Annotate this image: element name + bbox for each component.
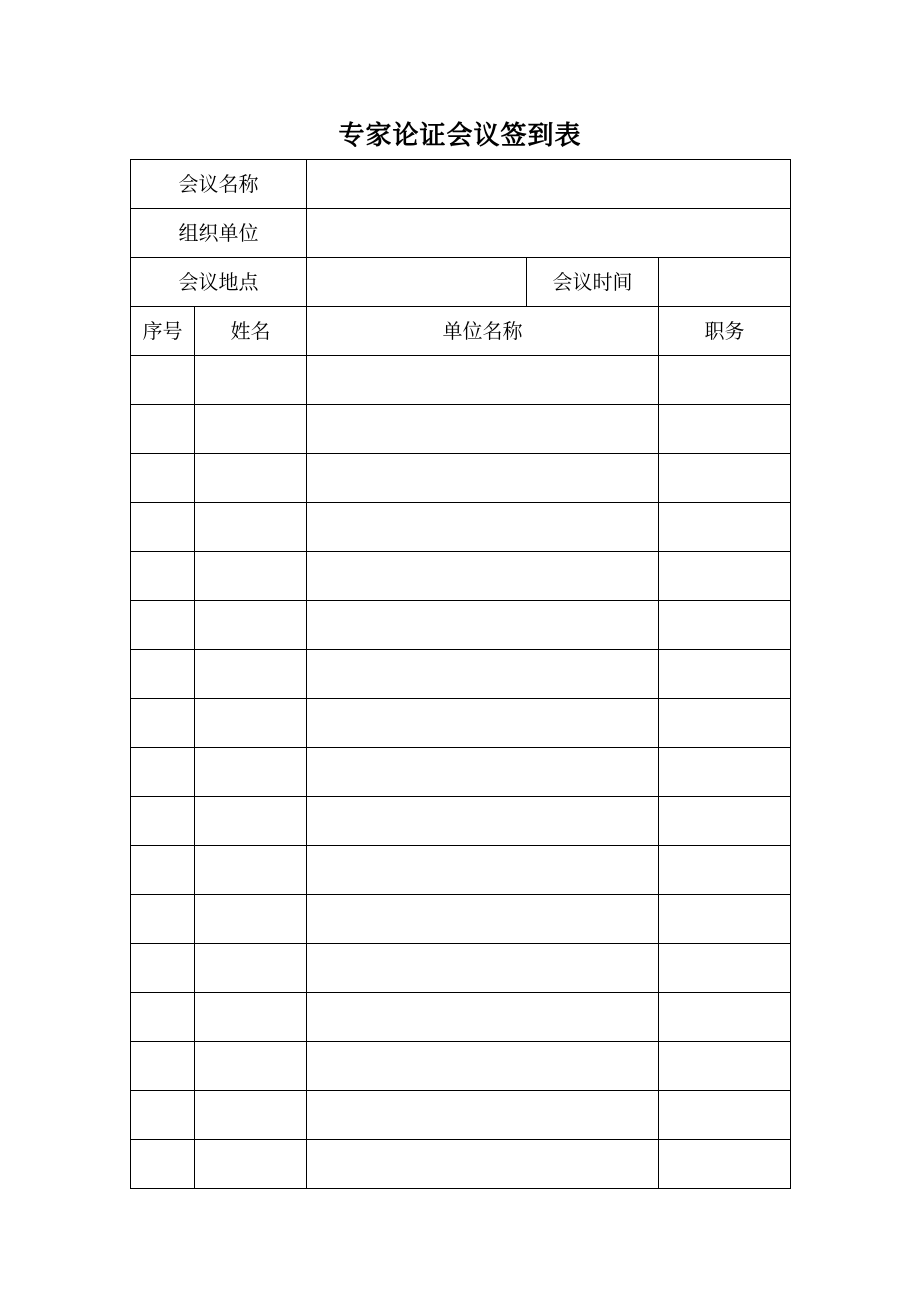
- name-cell[interactable]: [195, 503, 307, 552]
- meeting-name-label: 会议名称: [131, 160, 307, 209]
- column-header-seq: 序号: [131, 307, 195, 356]
- seq-cell[interactable]: [131, 650, 195, 699]
- seq-cell[interactable]: [131, 552, 195, 601]
- unit-cell[interactable]: [307, 993, 659, 1042]
- column-header-position: 职务: [659, 307, 791, 356]
- table-row: [131, 699, 791, 748]
- position-cell[interactable]: [659, 601, 791, 650]
- seq-cell[interactable]: [131, 748, 195, 797]
- seq-cell[interactable]: [131, 454, 195, 503]
- seq-cell[interactable]: [131, 503, 195, 552]
- name-cell[interactable]: [195, 895, 307, 944]
- table-row: [131, 454, 791, 503]
- seq-cell[interactable]: [131, 601, 195, 650]
- seq-cell[interactable]: [131, 405, 195, 454]
- column-header-name: 姓名: [195, 307, 307, 356]
- name-cell[interactable]: [195, 1140, 307, 1189]
- seq-cell[interactable]: [131, 993, 195, 1042]
- table-row: [131, 405, 791, 454]
- position-cell[interactable]: [659, 1140, 791, 1189]
- seq-cell[interactable]: [131, 356, 195, 405]
- table-row: [131, 797, 791, 846]
- position-cell[interactable]: [659, 748, 791, 797]
- location-time-row: [131, 258, 791, 307]
- table-row: [131, 503, 791, 552]
- name-cell[interactable]: [195, 699, 307, 748]
- seq-cell[interactable]: [131, 895, 195, 944]
- seq-cell[interactable]: [131, 846, 195, 895]
- unit-cell[interactable]: [307, 1140, 659, 1189]
- position-cell[interactable]: [659, 650, 791, 699]
- name-cell[interactable]: [195, 993, 307, 1042]
- table-row: [131, 1140, 791, 1189]
- name-cell[interactable]: [195, 748, 307, 797]
- name-cell[interactable]: [195, 797, 307, 846]
- name-cell[interactable]: [195, 601, 307, 650]
- position-cell[interactable]: [659, 895, 791, 944]
- unit-cell[interactable]: [307, 405, 659, 454]
- seq-cell[interactable]: [131, 1042, 195, 1091]
- table-row: [131, 993, 791, 1042]
- sign-in-table: [130, 159, 791, 1189]
- unit-cell[interactable]: [307, 650, 659, 699]
- time-label: 会议时间: [527, 258, 659, 307]
- table-row: [131, 1091, 791, 1140]
- position-cell[interactable]: [659, 454, 791, 503]
- table-row: [131, 601, 791, 650]
- unit-cell[interactable]: [307, 1042, 659, 1091]
- name-cell[interactable]: [195, 1042, 307, 1091]
- organizer-label: 组织单位: [131, 209, 307, 258]
- unit-cell[interactable]: [307, 601, 659, 650]
- unit-cell[interactable]: [307, 748, 659, 797]
- table-row: [131, 552, 791, 601]
- location-label: 会议地点: [131, 258, 307, 307]
- name-cell[interactable]: [195, 405, 307, 454]
- unit-cell[interactable]: [307, 503, 659, 552]
- table-row: [131, 944, 791, 993]
- table-row: [131, 748, 791, 797]
- table-row: [131, 356, 791, 405]
- position-cell[interactable]: [659, 1091, 791, 1140]
- column-header-unit: 单位名称: [307, 307, 659, 356]
- position-cell[interactable]: [659, 503, 791, 552]
- table-row: [131, 846, 791, 895]
- unit-cell[interactable]: [307, 356, 659, 405]
- page-title: 专家论证会议签到表: [338, 121, 582, 151]
- position-cell[interactable]: [659, 1042, 791, 1091]
- seq-cell[interactable]: [131, 1091, 195, 1140]
- position-cell[interactable]: [659, 846, 791, 895]
- name-cell[interactable]: [195, 454, 307, 503]
- unit-cell[interactable]: [307, 944, 659, 993]
- organizer-field[interactable]: [307, 209, 791, 258]
- unit-cell[interactable]: [307, 895, 659, 944]
- seq-cell[interactable]: [131, 1140, 195, 1189]
- unit-cell[interactable]: [307, 454, 659, 503]
- unit-cell[interactable]: [307, 797, 659, 846]
- unit-cell[interactable]: [307, 552, 659, 601]
- name-cell[interactable]: [195, 552, 307, 601]
- position-cell[interactable]: [659, 405, 791, 454]
- table-row: [131, 895, 791, 944]
- position-cell[interactable]: [659, 797, 791, 846]
- name-cell[interactable]: [195, 944, 307, 993]
- table-row: [131, 1042, 791, 1091]
- position-cell[interactable]: [659, 993, 791, 1042]
- seq-cell[interactable]: [131, 944, 195, 993]
- position-cell[interactable]: [659, 552, 791, 601]
- meeting-name-row: [131, 160, 791, 209]
- name-cell[interactable]: [195, 356, 307, 405]
- meeting-name-field[interactable]: [307, 160, 791, 209]
- name-cell[interactable]: [195, 1091, 307, 1140]
- unit-cell[interactable]: [307, 1091, 659, 1140]
- table-row: [131, 650, 791, 699]
- organizer-row: [131, 209, 791, 258]
- location-field[interactable]: [307, 258, 527, 307]
- seq-cell[interactable]: [131, 699, 195, 748]
- unit-cell[interactable]: [307, 846, 659, 895]
- position-cell[interactable]: [659, 944, 791, 993]
- position-cell[interactable]: [659, 356, 791, 405]
- time-field[interactable]: [659, 258, 791, 307]
- name-cell[interactable]: [195, 650, 307, 699]
- position-cell[interactable]: [659, 699, 791, 748]
- seq-cell[interactable]: [131, 797, 195, 846]
- unit-cell[interactable]: [307, 699, 659, 748]
- name-cell[interactable]: [195, 846, 307, 895]
- column-header-row: [131, 307, 791, 356]
